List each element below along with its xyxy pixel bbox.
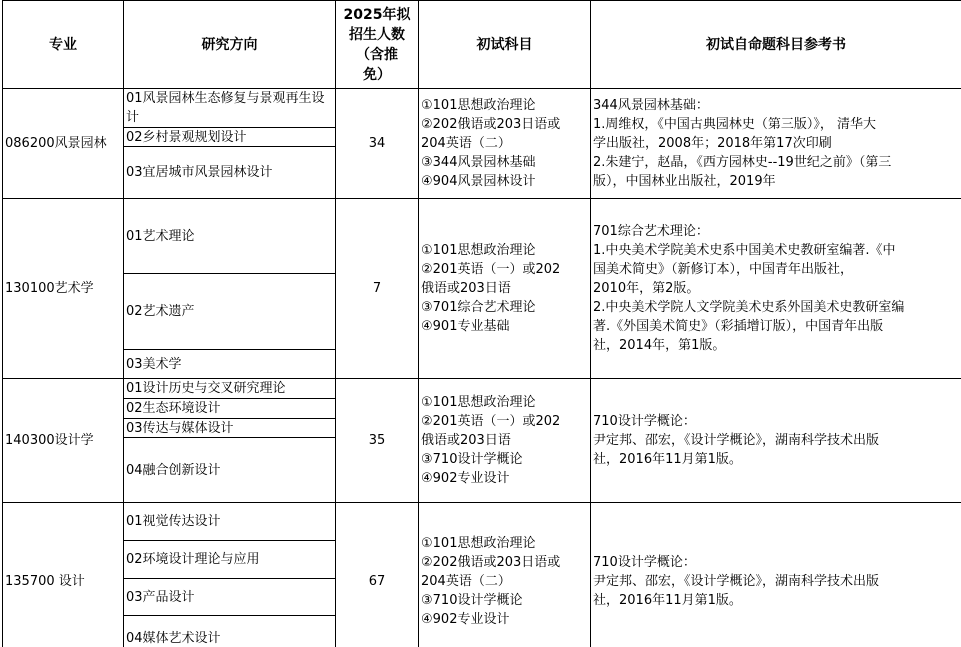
- header-major-label: 专业: [49, 36, 77, 53]
- header-books-label: 初试自命题科目参考书: [706, 36, 846, 53]
- reference-book-line: 国美术简史》（新修订本），中国青年出版社，: [593, 262, 854, 277]
- enrollment-count: 7: [372, 281, 382, 296]
- reference-book-line: 学出版社，2008年；2018年第17次印刷: [593, 136, 832, 151]
- exam-subject: 俄语或203日语: [421, 281, 511, 296]
- research-direction: 04融合创新设计: [126, 462, 221, 478]
- direction-cell: [123, 437, 336, 503]
- books-cell: [590, 502, 961, 647]
- direction-cell: [123, 398, 336, 419]
- direction-cell: [123, 378, 336, 399]
- subjects-cell: [418, 378, 591, 503]
- research-direction: 03宜居城市风景园林设计: [126, 165, 273, 180]
- exam-subject: ①101思想政治理论: [421, 395, 536, 410]
- reference-book-line: 社，2014年，第1版。: [593, 338, 726, 353]
- research-direction: 02乡村景观规划设计: [126, 129, 247, 145]
- major-name: 135700 设计: [5, 574, 85, 589]
- reference-book-line: 社，2016年11月第1版。: [593, 452, 742, 467]
- reference-book-line: 710设计学概论：: [593, 555, 696, 570]
- books-cell: [590, 198, 961, 379]
- exam-subject: ④902专业设计: [421, 471, 510, 486]
- reference-book-line: 尹定邦、邵宏，《设计学概论》，湖南科学技术出版: [593, 433, 880, 448]
- header-count-line: 2025年拟: [343, 6, 411, 23]
- major-cell: [2, 88, 124, 199]
- count-cell: [335, 502, 419, 647]
- major-cell: [2, 378, 124, 503]
- reference-book-line: 社，2016年11月第1版。: [593, 593, 742, 608]
- reference-book-line: 710设计学概论：: [593, 414, 696, 429]
- direction-cell: [123, 418, 336, 438]
- exam-subject: 204英语（二）: [421, 574, 511, 589]
- research-direction: 01视觉传达设计: [126, 514, 221, 529]
- subjects-cell: [418, 502, 591, 647]
- books-cell: [590, 378, 961, 503]
- exam-subject: ③710设计学概论: [421, 593, 523, 608]
- exam-subject: ②201英语（一）或202: [421, 262, 561, 277]
- direction-cell: [123, 540, 336, 579]
- exam-subject: ④904风景园林设计: [421, 174, 536, 189]
- reference-book-line: 1.中央美术学院美术史系中国美术史教研室编著.《中: [593, 243, 896, 258]
- subjects-cell: [418, 198, 591, 379]
- reference-book-line: 2010年，第2版。: [593, 281, 700, 296]
- reference-book-line: 344风景园林基础：: [593, 98, 709, 113]
- major-name: 086200风景园林: [5, 136, 107, 151]
- research-direction: 03产品设计: [126, 589, 195, 605]
- enrollment-count: 34: [368, 136, 386, 151]
- exam-subject: ③344风景园林基础: [421, 155, 536, 170]
- exam-subject: ②202俄语或203日语或: [421, 555, 561, 570]
- exam-subject: ③701综合艺术理论: [421, 300, 536, 315]
- research-direction: 02艺术遗产: [126, 304, 195, 319]
- direction-cell: [123, 273, 336, 350]
- header-direction: [123, 0, 336, 89]
- reference-book-line: 2.中央美术学院人文学院美术史系外国美术史教研室编: [593, 300, 905, 315]
- header-subjects-label: 初试科目: [476, 36, 533, 53]
- direction-cell: [123, 127, 336, 147]
- direction-cell: [123, 615, 336, 647]
- reference-book-line: 版），中国林业出版社，2019年: [593, 174, 776, 189]
- major-cell: [2, 502, 124, 647]
- enrollment-count: 67: [368, 574, 386, 589]
- reference-book-line: 701综合艺术理论：: [593, 224, 709, 239]
- header-major: [2, 0, 124, 89]
- exam-subject: ④902专业设计: [421, 612, 510, 627]
- header-subjects: [418, 0, 591, 89]
- header-count-line: 免）: [363, 66, 391, 83]
- exam-subject: ①101思想政治理论: [421, 98, 536, 113]
- research-direction: 01艺术理论: [126, 228, 195, 244]
- direction-cell: [123, 198, 336, 274]
- exam-subject: 俄语或203日语: [421, 433, 511, 448]
- exam-subject: ④901专业基础: [421, 319, 510, 334]
- direction-cell: [123, 502, 336, 541]
- exam-subject: ①101思想政治理论: [421, 243, 536, 258]
- exam-subject: ①101思想政治理论: [421, 536, 536, 551]
- major-name: 140300设计学: [5, 433, 94, 448]
- exam-subject: 204英语（二）: [421, 136, 511, 151]
- direction-cell: [123, 349, 336, 379]
- subjects-cell: [418, 88, 591, 199]
- research-direction: 01设计历史与交叉研究理论: [126, 381, 286, 396]
- reference-book-line: 2.朱建宁，赵晶，《西方园林史--19世纪之前》（第三: [593, 155, 892, 170]
- count-cell: [335, 88, 419, 199]
- research-direction: 02环境设计理论与应用: [126, 552, 260, 567]
- research-direction: 03传达与媒体设计: [126, 420, 234, 436]
- exam-subject: ②202俄语或203日语或: [421, 117, 561, 132]
- reference-book-line: 尹定邦、邵宏，《设计学概论》，湖南科学技术出版: [593, 574, 880, 589]
- header-count-line: 招生人数: [349, 26, 405, 43]
- reference-book-line: 著.《外国美术简史》（彩插增订版），中国青年出版: [593, 319, 884, 334]
- direction-cell: [123, 88, 336, 128]
- count-cell: [335, 378, 419, 503]
- count-cell: [335, 198, 419, 379]
- header-count-line: （含推: [356, 46, 398, 63]
- header-count: [335, 0, 419, 89]
- research-direction: 04媒体艺术设计: [126, 630, 221, 646]
- research-direction: 01风景园林生态修复与景观再生设计: [126, 91, 325, 125]
- research-direction: 02生态环境设计: [126, 401, 221, 416]
- direction-cell: [123, 146, 336, 199]
- exam-subject: ③710设计学概论: [421, 452, 523, 467]
- exam-subject: ②201英语（一）或202: [421, 414, 561, 429]
- direction-cell: [123, 578, 336, 616]
- header-direction-label: 研究方向: [201, 36, 258, 53]
- reference-book-line: 1.周维权，《中国古典园林史（第三版）》， 清华大: [593, 117, 877, 132]
- enrollment-count: 35: [368, 433, 386, 448]
- books-cell: [590, 88, 961, 199]
- major-name: 130100艺术学: [5, 281, 94, 296]
- major-cell: [2, 198, 124, 379]
- research-direction: 03美术学: [126, 356, 182, 372]
- header-books: [590, 0, 961, 89]
